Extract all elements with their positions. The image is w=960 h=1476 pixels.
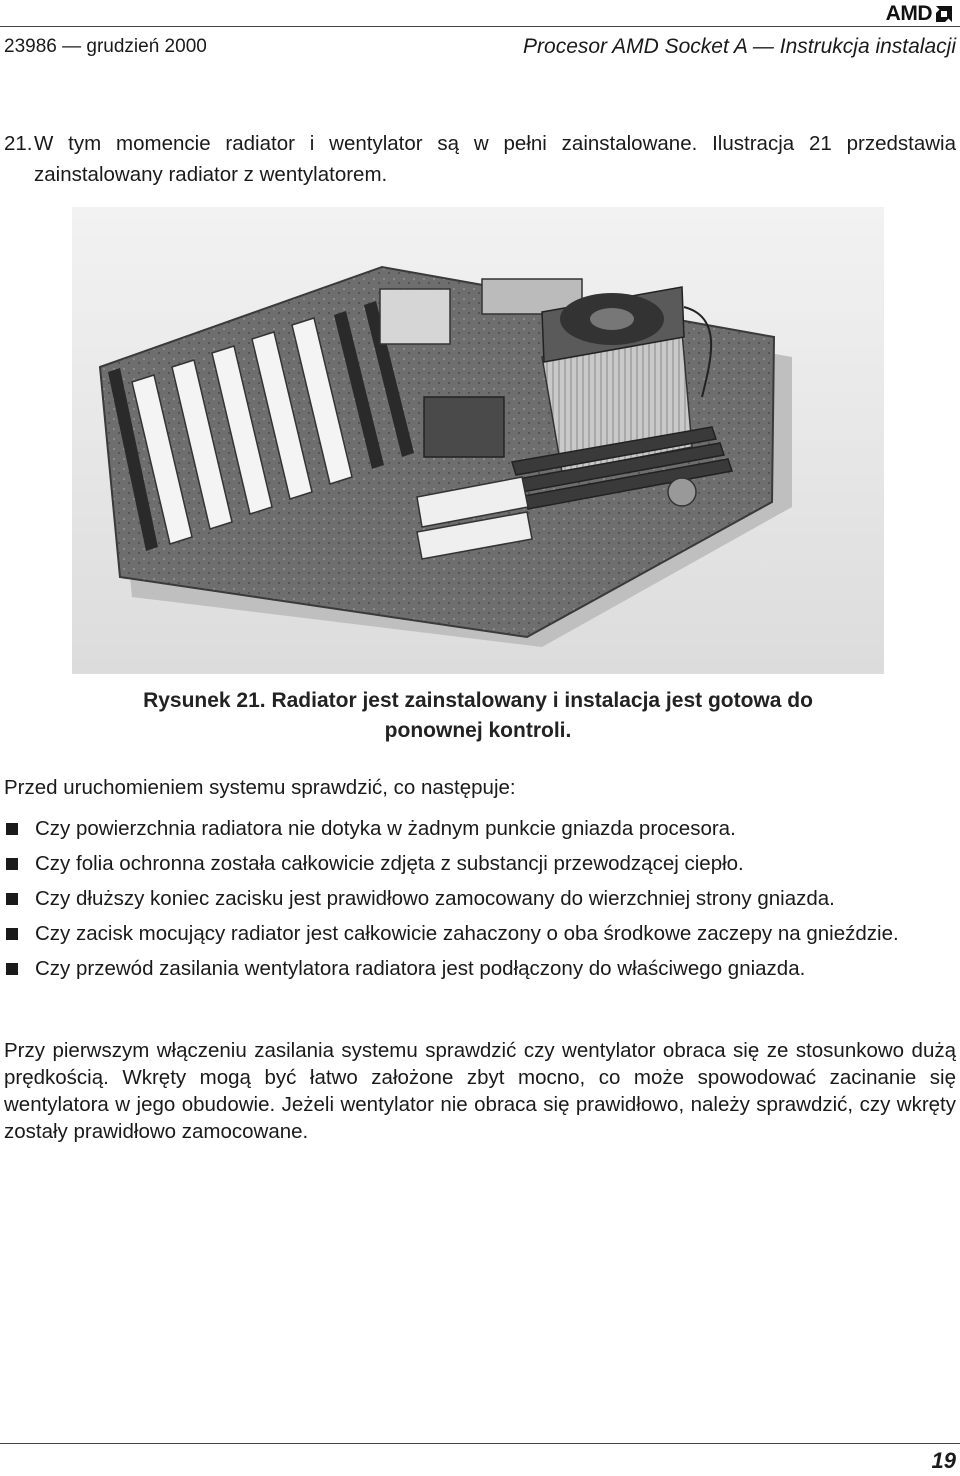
list-item-text: Czy powierzchnia radiatora nie dotyka w żadnym punkcie gniazda procesora. xyxy=(35,817,736,840)
footer-rule xyxy=(0,1443,960,1444)
step-number: 21. xyxy=(4,132,33,155)
final-paragraph: Przy pierwszym włączeniu zasilania systemu sprawdzić czy wentylator obraca się ze stosunkowo dużą prędkością. Wkręty mogą być łatwo założone zbyt mocno, co może spowodować zacinanie się wentylatora w jego obudowie. Jeżeli wentylator nie obraca się prawidłowo, należy sprawdzić, czy wkręty zostały prawidłowo zamocowane. xyxy=(4,1039,956,1143)
header-rule xyxy=(0,26,960,27)
caption-line-1: Rysunek 21. Radiator jest zainstalowany i instalacja jest gotowa do xyxy=(143,689,813,712)
doc-title: Procesor AMD Socket A — Instrukcja instalacji xyxy=(523,35,956,58)
figure-photo xyxy=(72,207,884,674)
check-list xyxy=(4,816,956,991)
square-bullet-icon xyxy=(6,858,18,870)
motherboard-photo xyxy=(72,207,884,674)
list-item xyxy=(4,886,956,911)
step-text: W tym momencie radiator i wentylator są w pełni zainstalowane. Ilustracja 21 przedstawia zainstalowany radiator z wentylatorem. xyxy=(34,132,956,186)
step-21 xyxy=(4,128,956,190)
list-item-text: Czy folia ochronna została całkowicie zdjęta z substancji przewodzącej ciepło. xyxy=(35,852,744,875)
list-item xyxy=(4,956,956,981)
amd-arrow-icon xyxy=(934,4,954,24)
check-intro: Przed uruchomieniem systemu sprawdzić, co następuje: xyxy=(4,776,516,799)
square-bullet-icon xyxy=(6,928,18,940)
list-item xyxy=(4,851,956,876)
doc-reference: 23986 — grudzień 2000 xyxy=(4,36,207,57)
square-bullet-icon xyxy=(6,963,18,975)
logo-text: AMD xyxy=(885,2,932,25)
figure-caption xyxy=(72,686,884,746)
list-item xyxy=(4,816,956,841)
list-item-text: Czy zacisk mocujący radiator jest całkowicie zahaczony o oba środkowe zaczepy na gnieździe. xyxy=(35,922,899,945)
list-item xyxy=(4,921,956,946)
square-bullet-icon xyxy=(6,823,18,835)
list-item-text: Czy dłuższy koniec zacisku jest prawidłowo zamocowany do wierzchniej strony gniazda. xyxy=(35,887,835,910)
square-bullet-icon xyxy=(6,893,18,905)
amd-logo xyxy=(886,2,954,26)
caption-line-2: ponownej kontroli. xyxy=(384,719,572,742)
list-item-text: Czy przewód zasilania wentylatora radiatora jest podłączony do właściwego gniazda. xyxy=(35,957,806,980)
page-number: 19 xyxy=(931,1448,956,1473)
